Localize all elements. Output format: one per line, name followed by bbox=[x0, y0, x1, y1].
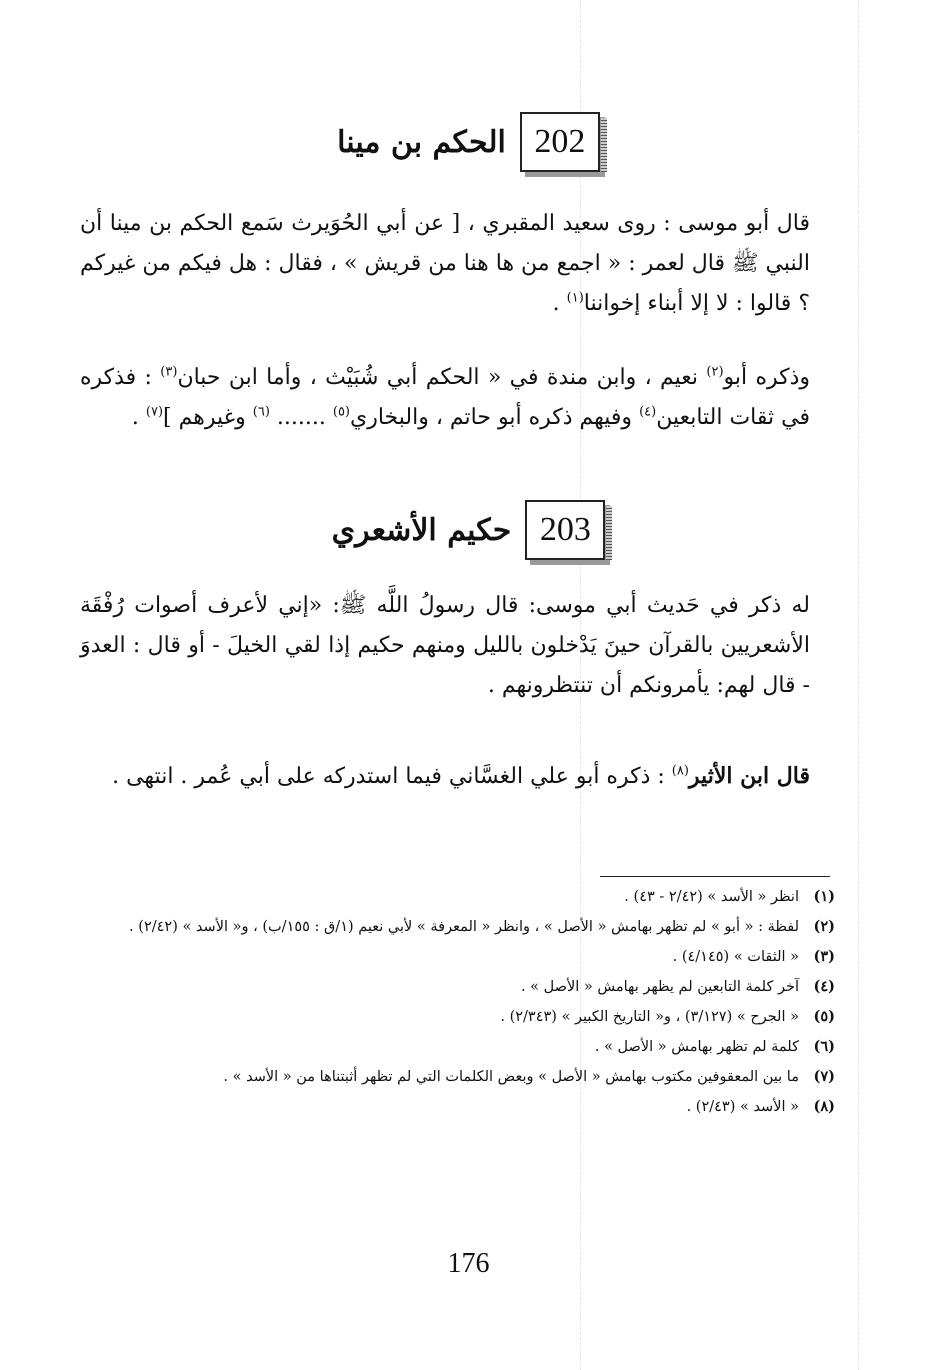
footnote: (٥) « الجرح » (٣/١٢٧) ، و« التاريخ الكبير » (٢/٣٤٣) . bbox=[500, 1008, 835, 1025]
entry-202-paragraph-1: قال أبو موسى : روى سعيد المقبري ، [ عن أبي الحُوَيرث سَمع الحكم بن مينا أن النبي ﷺ قال لعمر : « اجمع من ها هنا من قريش » ، فقال : هل فيكم من غيركم ؟ قالوا : لا إلا أبناء إخواننا$^{(١)}$ . bbox=[80, 211, 810, 316]
page-number: 176 bbox=[447, 1248, 490, 1279]
entry-heading-203 bbox=[0, 500, 937, 560]
scan-gutter-line bbox=[858, 0, 859, 1370]
entry-202-paragraph-2: وذكره أبو$^{(٢)}$ نعيم ، وابن مندة في « الحكم أبي شُبَيْث ، وأما ابن حبان$^{(٣)}$ : فذكره في ثقات التابعين$^{(٤)}$ وفيهم ذكره أبو حاتم ، والبخاري$^{(٥)}$ ....... $^{(٦)}$ وغيرهم ]$^{(٧)}$ . bbox=[80, 364, 811, 430]
footnote: (٦) كلمة لم تظهر بهامش « الأصل » . bbox=[594, 1038, 835, 1055]
entry-number-box bbox=[520, 112, 600, 172]
entry-203-paragraph-1: له ذكر في حَديث أبي موسى: قال رسولُ اللَّه ﷺ: «إني لأعرف أصوات رُفْقَة الأشعريين بالقرآن حينَ يَدْخلون بالليل ومنهم حكيم إذا لقي الخيلَ - أو قال : العدوَ - قال لهم: يأمرونكم أن تنتظرونهم . bbox=[80, 593, 810, 698]
entry-number: 203 bbox=[539, 511, 591, 548]
entry-203-paragraph-2: قال ابن الأثير$^{(٨)}$ : ذكره أبو علي الغسَّاني فيما استدركه على أبي عُمر . انتهى . bbox=[112, 763, 810, 789]
entry-number: 202 bbox=[534, 123, 586, 160]
entry-number-box bbox=[525, 500, 605, 560]
entry-title: حكيم الأشعري bbox=[331, 512, 512, 548]
entry-heading-202 bbox=[0, 112, 937, 172]
footnote-separator bbox=[600, 876, 830, 877]
footnote: (٢) لفظة : « أبو » لم تظهر بهامش « الأصل » ، وانظر « المعرفة » لأبي نعيم (١/ق : ١٥٥/ب) ، و« الأسد » (٢/٤٢) . bbox=[129, 918, 835, 935]
footnote: (٧) ما بين المعقوفين مكتوب بهامش « الأصل » وبعض الكلمات التي لم تظهر أثبتناها من « الأسد » . bbox=[223, 1068, 835, 1085]
entry-title: الحكم بن مينا bbox=[337, 124, 506, 160]
footnotes bbox=[80, 882, 835, 1122]
footnote: (١) انظر « الأسد » (٢/٤٢ - ٤٣) . bbox=[624, 888, 835, 905]
footnote: (٣) « الثقات » (٤/١٤٥) . bbox=[672, 948, 835, 965]
footnote: (٨) « الأسد » (٢/٤٣) . bbox=[686, 1098, 835, 1115]
footnote: (٤) آخر كلمة التابعين لم يظهر بهامش « الأصل » . bbox=[520, 978, 835, 995]
